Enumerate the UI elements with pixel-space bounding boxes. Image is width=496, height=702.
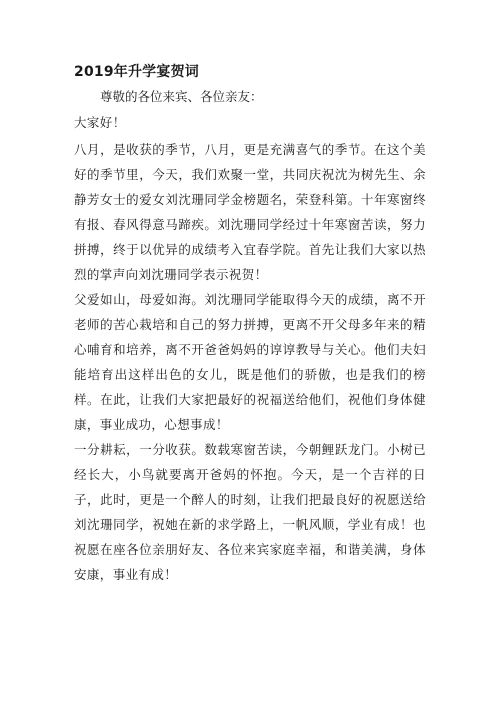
document-title: 2019年升学宴贺词 — [74, 64, 199, 80]
paragraph-salutation: 大家好！ — [74, 115, 126, 130]
document-body — [74, 62, 426, 587]
paragraph-1: 八月，是收获的季节，八月，更是充满喜气的季节。在这个美好的季节里，今天，我们欢聚一堂，共同庆祝沈为树先生、余静芳女士的爱女刘沈珊同学金榜题名，荣登科第。十年寒窗终有报、春风得意马蹄疾。刘沈珊同学经过十年寒窗苦读，努力拼搏，终于以优异的成绩考入宜春学院。首先让我们大家以热烈的掌声向刘沈珊同学表示祝贺！ — [74, 142, 426, 282]
paragraph-2: 父爱如山，母爱如海。刘沈珊同学能取得今天的成绩，离不开老师的苦心栽培和自己的努力拼搏，更离不开父母多年来的精心哺育和培养，离不开爸爸妈妈的谆谆教导与关心。他们夫妇能培育出这样出色的女儿，既是他们的骄傲，也是我们的榜样。在此，让我们大家把最好的祝福送给他们，祝他们身体健康，事业成功，心想事成！ — [74, 292, 426, 432]
greeting-line: 尊敬的各位来宾、各位亲友： — [100, 89, 263, 104]
paragraph-3: 一分耕耘，一分收获。数载寒窗苦读，今朝鲤跃龙门。小树已经长大，小鸟就要离开爸妈的怀抱。今天，是一个吉祥的日子，此时，更是一个醉人的时刻，让我们把最良好的祝愿送给刘沈珊同学，祝她在新的求学路上，一帆风顺，学业有成！也祝愿在座各位亲朋好友、各位来宾家庭幸福，和谐美满，身体安康，事业有成！ — [74, 442, 426, 582]
